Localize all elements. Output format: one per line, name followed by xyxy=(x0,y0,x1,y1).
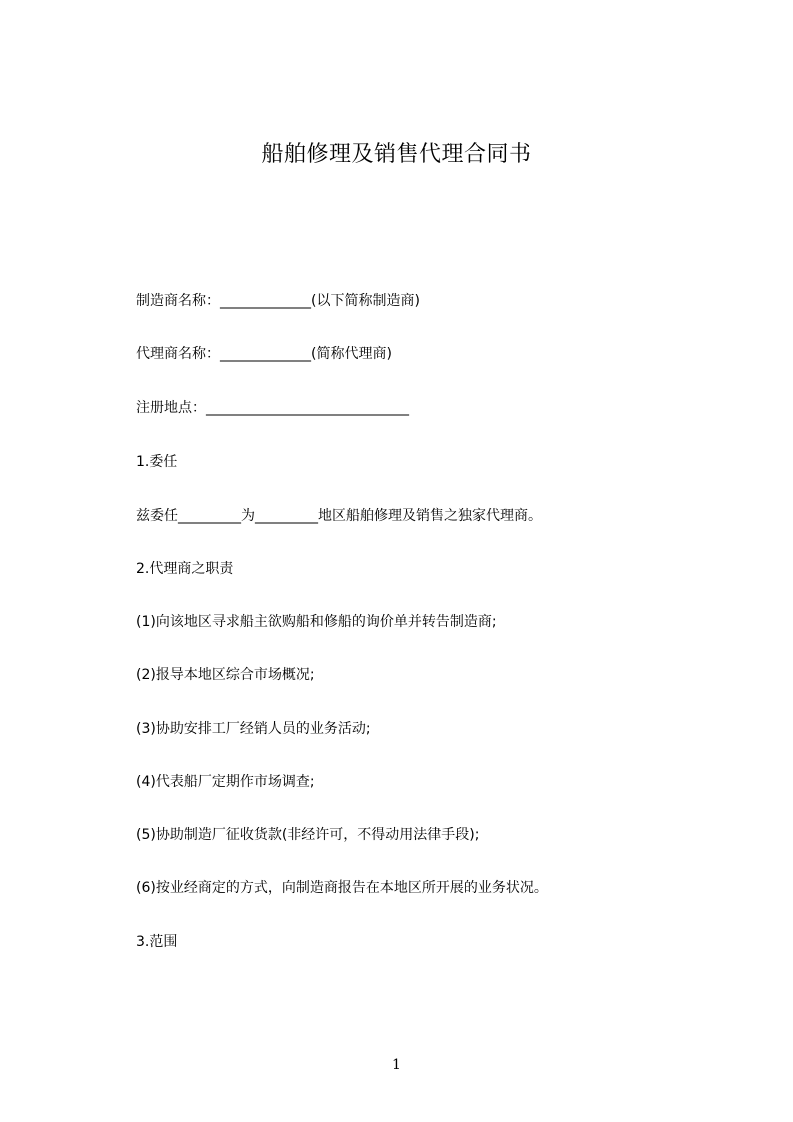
document-title: 船舶修理及销售代理合同书 xyxy=(261,142,532,167)
duty-item-1: (1)向该地区寻求船主欲购船和修船的询价单并转告制造商; xyxy=(136,614,497,630)
section-heading-agent-duties: 2.代理商之职责 xyxy=(136,561,234,577)
section-heading-appointment: 1.委任 xyxy=(136,454,178,470)
registered-address-line: 注册地点：_____________________________ xyxy=(136,400,409,416)
page-number: 1 xyxy=(392,1057,401,1073)
duty-item-5: (5)协助制造厂征收货款(非经许可，不得动用法律手段); xyxy=(136,827,480,843)
agent-name-line: 代理商名称：_____________(简称代理商) xyxy=(136,346,392,362)
section-heading-scope: 3.范围 xyxy=(136,934,178,950)
duty-item-3: (3)协助安排工厂经销人员的业务活动; xyxy=(136,721,371,737)
duty-item-6: (6)按业经商定的方式，向制造商报告在本地区所开展的业务状况。 xyxy=(136,880,548,896)
duty-item-4: (4)代表船厂定期作市场调查; xyxy=(136,774,315,790)
duty-item-2: (2)报导本地区综合市场概况; xyxy=(136,667,315,683)
manufacturer-name-line: 制造商名称：_____________(以下简称制造商) xyxy=(136,293,420,309)
appointment-clause: 兹委任_________为_________地区船舶修理及销售之独家代理商。 xyxy=(136,508,542,524)
